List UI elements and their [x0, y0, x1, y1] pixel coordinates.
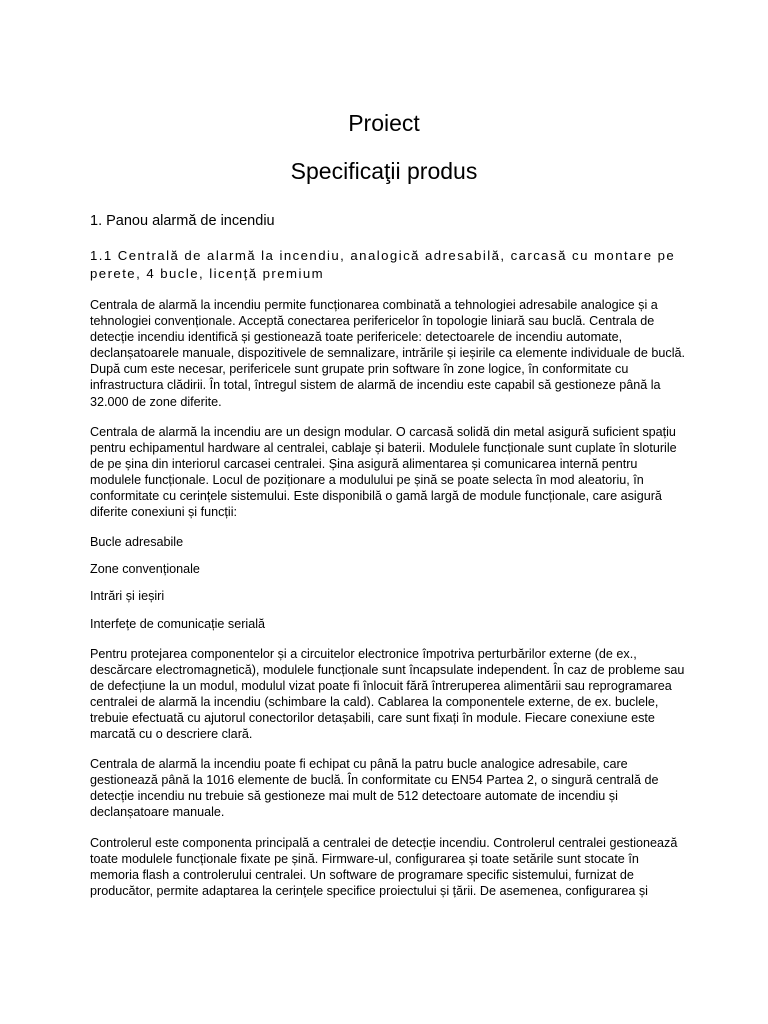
list-item-1: Bucle adresabile: [90, 535, 184, 550]
document-subtitle: Specificaţii produs: [290, 158, 478, 184]
paragraph-3: Pentru protejarea componentelor și a circuitelor electronice împotriva perturbărilor externe (de ex., descărcare electromagnetică), modulele funcționale sunt încapsulate independent. În caz de probleme sau de defecțiune la un modul, modulul vizat poate fi înlocuit fără întreruperea alimentării sau reprogramarea centralei de alarmă la incendiu (schimbare la cald). Cablarea la componentele externe, de ex. buclele, trebuie efectuată cu ajutorul conectorilor detașabili, care sunt fixați în module. Fiecare conexiune este marcată cu o descriere clară.: [90, 646, 685, 742]
list-item-4: Interfețe de comunicație serială: [90, 616, 266, 631]
section-heading: 1. Panou alarmă de incendiu: [90, 213, 275, 229]
paragraph-2: Centrala de alarmă la incendiu are un design modular. O carcasă solidă din metal asigură suficient spațiu pentru echipamentul hardware al centralei, cablaje și baterii. Modulele funcționale sunt cuplate în sloturile de pe șina din interiorul carcasei centralei. Șina asigură alimentarea și comunicarea internă pentru modulele funcționale. Locul de poziționare a modulului pe șină se poate selecta în mod aleatoriu, în conformitate cu cerințele sistemului. Este disponibilă o gamă largă de module funcționale, care asigură diferite conexiuni și funcții:: [90, 424, 677, 520]
subsection-heading: 1.1 Centrală de alarmă la incendiu, analogică adresabilă, carcasă cu montare pe perete, 4 bucle, licență premium: [90, 248, 676, 281]
paragraph-5: Controlerul este componenta principală a centralei de detecție incendiu. Controlerul centralei gestionează toate modulele funcționale fixate pe șină. Firmware-ul, configurarea și toate setările sunt stocate în memoria flash a controlerului centralei. Un software de programare specific sistemului, furnizat de producător, permite adaptarea la cerințele specifice proiectului și țării. De asemenea, configurarea și: [90, 835, 678, 898]
list-item-2: Zone convenționale: [90, 562, 200, 577]
paragraph-4: Centrala de alarmă la incendiu poate fi echipat cu până la patru bucle analogice adresabile, care gestionează până la 1016 elemente de buclă. În conformitate cu EN54 Partea 2, o singură centrală de detecție incendiu nu trebuie să gestioneze mai mult de 512 detectoare automate de incendiu și declanșatoare manuale.: [90, 757, 659, 820]
paragraph-1: Centrala de alarmă la incendiu permite funcționarea combinată a tehnologiei adresabile analogice și a tehnologiei convenționale. Acceptă conectarea perifericelor în topologie liniară sau buclă. Centrala de detecție incendiu identifică și gestionează toate perifericele: detectoarele de incendiu automate, declanșatoarele manuale, dispozitivele de semnalizare, intrările și ieșirile ca elemente individuale de buclă. După cum este necesar, perifericele sunt grupate prin software în zone logice, în conformitate cu infrastructura clădirii. În total, întregul sistem de alarmă de incendiu este capabil să gestioneze până la 32.000 de zone diferite.: [90, 298, 686, 409]
document-body: [90, 211, 690, 913]
document-title: Proiect: [348, 110, 420, 136]
list-item-3: Intrări și ieșiri: [90, 589, 165, 604]
